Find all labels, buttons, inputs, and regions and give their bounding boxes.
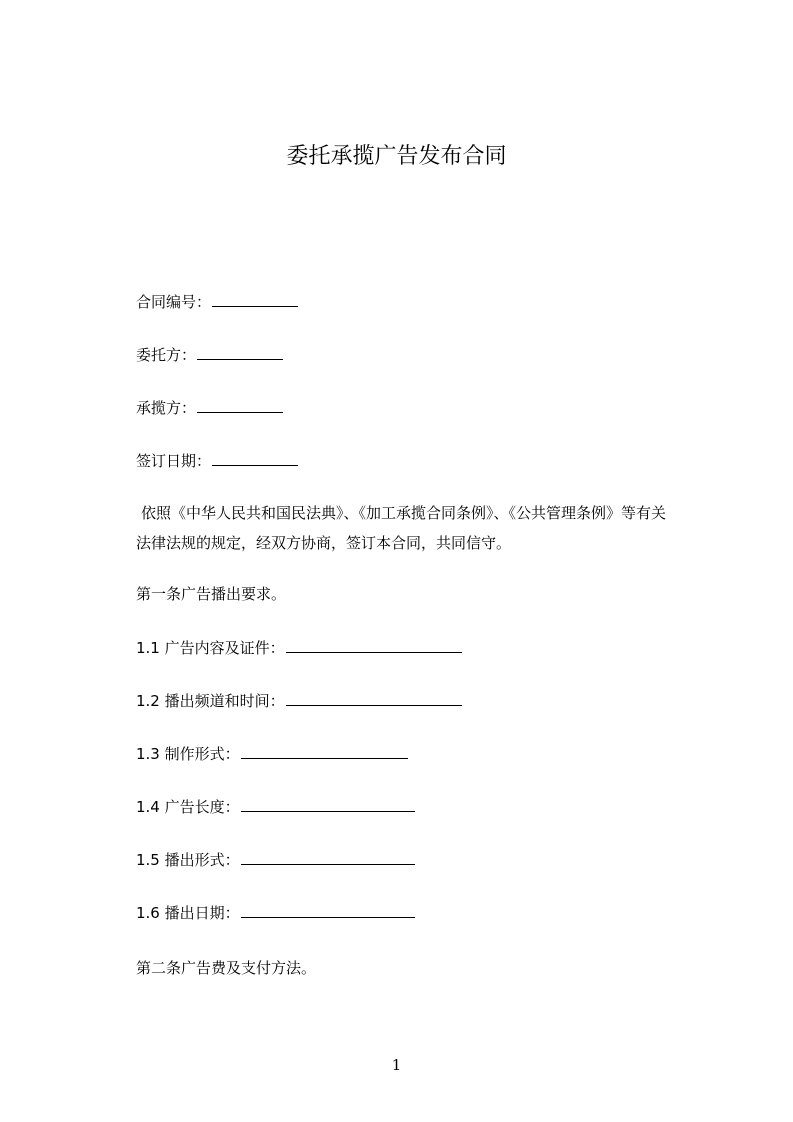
article-1-item-1-4 <box>136 797 415 817</box>
field-contractor <box>136 398 283 418</box>
item-label: 1.4 广告长度： <box>136 798 240 816</box>
item-label: 1.6 播出日期： <box>136 904 240 922</box>
fill-blank[interactable] <box>241 903 415 918</box>
item-label: 1.5 播出形式： <box>136 851 240 869</box>
field-label: 合同编号： <box>136 293 212 311</box>
fill-blank[interactable] <box>212 451 298 466</box>
fill-blank[interactable] <box>241 797 415 812</box>
item-label: 1.1 广告内容及证件： <box>136 639 285 657</box>
intro-line-1: 依照《中华人民共和国民法典》、《加工承揽合同条例》、《公共管理条例》等有关 <box>141 504 667 522</box>
article-1-item-1-5 <box>136 850 415 870</box>
intro-paragraph <box>136 498 716 558</box>
article-1-item-1-2 <box>136 691 462 711</box>
fill-blank[interactable] <box>197 398 283 413</box>
fill-blank[interactable] <box>241 850 415 865</box>
article-1-item-1-1 <box>136 638 462 658</box>
item-label: 1.3 制作形式： <box>136 745 240 763</box>
article-1-item-1-3 <box>136 744 408 764</box>
field-label: 委托方： <box>136 346 197 364</box>
fill-blank[interactable] <box>197 345 283 360</box>
field-label: 承揽方： <box>136 399 197 417</box>
intro-line-2: 法律法规的规定，经双方协商，签订本合同，共同信守。 <box>136 534 512 552</box>
field-label: 签订日期： <box>136 452 212 470</box>
item-label: 1.2 播出频道和时间： <box>136 692 285 710</box>
page-number: 1 <box>391 1056 402 1074</box>
fill-blank[interactable] <box>241 744 408 759</box>
fill-blank[interactable] <box>212 292 298 307</box>
field-signing-date <box>136 451 298 471</box>
field-contract-number <box>136 292 298 312</box>
article-1-item-1-6 <box>136 903 415 923</box>
field-client <box>136 345 283 365</box>
article-2-heading: 第二条广告费及支付方法。 <box>136 959 317 977</box>
article-1-heading: 第一条广告播出要求。 <box>136 585 287 603</box>
fill-blank[interactable] <box>286 638 462 653</box>
fill-blank[interactable] <box>286 691 462 706</box>
contract-title: 委托承揽广告发布合同 <box>286 144 507 169</box>
